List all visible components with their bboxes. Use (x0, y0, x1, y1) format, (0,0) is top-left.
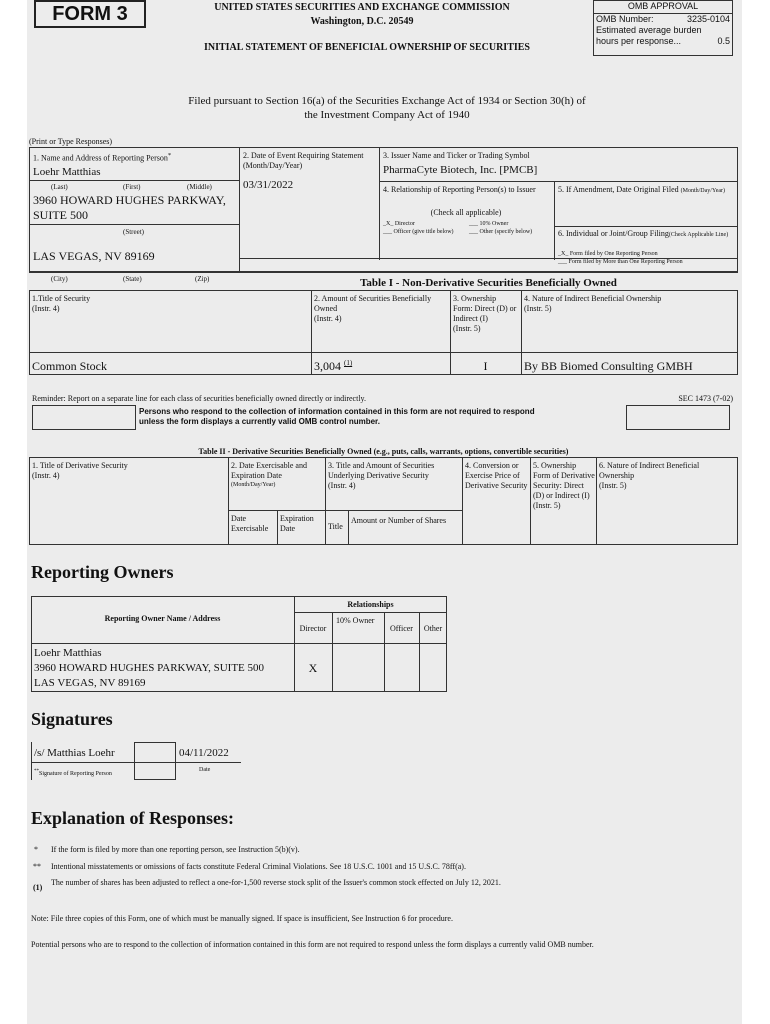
filed-pursuant-line2: the Investment Company Act of 1940 (304, 109, 470, 121)
street-label: (Street) (123, 228, 144, 236)
box2-label: 2. Date of Event Requiring Statement (Month/Day/Year) (243, 151, 364, 170)
ten-pct-check: ___ 10% Owner (469, 221, 509, 227)
owner-director-mark: X (308, 661, 318, 675)
table2-title: Table II - Derivative Securities Beneficially Owned (e.g., puts, calls, warrants, options, convertible securities) (198, 447, 569, 456)
box5-sub: (Month/Day/Year) (680, 188, 726, 194)
city-label: (City) (51, 275, 68, 283)
t2-col6: 6. Nature of Indirect Beneficial Ownership (Instr. 5) (599, 461, 700, 490)
omb-number-label: OMB Number: (596, 14, 654, 24)
t1-row-nature: By BB Biomed Consulting GMBH (524, 359, 693, 373)
box6-label: 6. Individual or Joint/Group Filing(Check Applicable Line) (558, 229, 729, 238)
officer-check: ___ Officer (give title below) (383, 229, 454, 235)
reminder-text: Reminder: Report on a separate line for each class of securities beneficially owned directly or indirectly. (32, 394, 367, 403)
zip-label: (Zip) (195, 275, 210, 283)
t1-col3: 3. Ownership Form: Direct (D) or Indirect (I) (Instr. 5) (453, 294, 517, 333)
signature-date: 04/11/2022 (179, 747, 229, 759)
print-note: (Print or Type Responses) (29, 137, 113, 146)
t2-col1: 1. Title of Derivative Security (Instr. 4) (32, 461, 128, 480)
omb-burden-value: 0.5 (717, 36, 730, 46)
check-all: (Check all applicable) (430, 208, 502, 217)
owner-col-ten-pct: 10% Owner (336, 616, 375, 625)
signature-label: **Signature of Reporting Person (34, 769, 112, 777)
t1-row-form: I (483, 359, 488, 373)
city-value: LAS VEGAS, NV 89169 (33, 249, 155, 263)
expl-mark-2: ** (33, 862, 41, 871)
signatures-heading: Signatures (31, 709, 113, 729)
street-value-1: 3960 HOWARD HUGHES PARKWAY, (33, 193, 226, 207)
reporting-owners-heading: Reporting Owners (31, 562, 174, 582)
box3-label: 3. Issuer Name and Ticker or Trading Symbol (383, 151, 530, 160)
signature-spacer-box (134, 742, 176, 780)
t2-title: Title (328, 522, 343, 531)
table1-title: Table I - Non-Derivative Securities Beneficially Owned (360, 277, 617, 289)
middle-label: (Middle) (187, 183, 212, 191)
t2-expiration: Expiration Date (280, 514, 314, 533)
omb-burden-1: Estimated average burden (596, 25, 702, 35)
t2-col5: 5. Ownership Form of Derivative Security: Direct (D) or Indirect (I) (Instr. 5) (533, 461, 595, 510)
t2-col2: 2. Date Exercisable and Expiration Date (Month/Day/Year) (231, 461, 307, 488)
signature-value: /s/ Matthias Loehr (34, 747, 115, 759)
t1-col2: 2. Amount of Securities Beneficially Owned (Instr. 4) (314, 294, 432, 323)
relationships-header: Relationships (347, 600, 394, 609)
omb-title: OMB APPROVAL (594, 1, 732, 14)
t2-amount: Amount or Number of Shares (351, 516, 447, 525)
expl-mark-3: (1) (33, 883, 43, 892)
form-page (27, 0, 742, 1024)
t1-row-amount: 3,004 (314, 359, 341, 373)
box6-opt1: _X_ Form filed by One Reporting Person (558, 251, 658, 257)
t2-col4: 4. Conversion or Exercise Price of Derivative Security (465, 461, 528, 490)
box1-label: 1. Name and Address of Reporting Person* (33, 152, 172, 163)
owner-col-other: Other (423, 624, 443, 633)
reminder-right-box (626, 405, 730, 430)
omb-burden-label: hours per response... (596, 36, 682, 46)
t1-row-amount-cell (314, 359, 352, 374)
note-text: Note: File three copies of this Form, one of which must be manually signed. If space is insufficient, See Instruction 6 for procedure. (31, 914, 453, 923)
box4-label: 4. Relationship of Reporting Person(s) to Issuer (383, 185, 536, 194)
t2-col3: 3. Title and Amount of Securities Underlying Derivative Security (Instr. 4) (328, 461, 435, 490)
potential-text: Potential persons who are to respond to the collection of information contained in this form are not required to respond unless the form displays a currently valid OMB number. (31, 940, 594, 949)
agency-name: UNITED STATES SECURITIES AND EXCHANGE COMMISSION (214, 2, 510, 13)
other-check: ___ Other (specify below) (469, 229, 533, 235)
owner-col-director: Director (299, 624, 327, 633)
footnote-1-link[interactable]: (1) (344, 359, 353, 367)
owner-addr2: LAS VEGAS, NV 89169 (34, 677, 146, 689)
t1-col4: 4. Nature of Indirect Beneficial Ownership (Instr. 5) (524, 294, 662, 313)
street-value-2: SUITE 500 (33, 208, 88, 222)
omb-burden-row (594, 36, 732, 47)
filed-pursuant-line1: Filed pursuant to Section 16(a) of the Securities Exchange Act of 1934 or Section 30(h) of (188, 95, 586, 107)
state-label: (State) (123, 275, 142, 283)
t2-date-exercisable: Date Exercisable (231, 514, 269, 533)
t1-row-security: Common Stock (32, 359, 108, 373)
owner-addr1: 3960 HOWARD HUGHES PARKWAY, SUITE 500 (34, 662, 265, 674)
owner-name: Loehr Matthias (34, 647, 102, 659)
date-label: Date (199, 767, 211, 773)
issuer-name: PharmaCyte Biotech, Inc. [PMCB] (383, 164, 538, 176)
box6-sub: (Check Applicable Line) (668, 232, 729, 238)
explanation-heading: Explanation of Responses: (31, 808, 235, 828)
owner-col-officer: Officer (390, 624, 413, 633)
last-label: (Last) (51, 183, 68, 191)
form-title: INITIAL STATEMENT OF BENEFICIAL OWNERSHIP OF SECURITIES (203, 42, 530, 53)
event-date: 03/31/2022 (243, 179, 294, 191)
box6-opt2: ___ Form filed by More than One Reporting Person (558, 259, 683, 265)
first-label: (First) (123, 183, 141, 191)
omb-number-row (594, 14, 732, 25)
expl-text-1: If the form is filed by more than one reporting person, see Instruction 5(b)(v). (51, 845, 300, 854)
reporting-person-name: Loehr Matthias (33, 166, 101, 178)
omb-number: 3235-0104 (686, 14, 730, 24)
omb-approval-box (593, 0, 733, 56)
sec-number: SEC 1473 (7-02) (678, 394, 733, 403)
agency-location: Washington, D.C. 20549 (310, 16, 414, 27)
director-check: _X_ Director (383, 221, 415, 227)
t1-col1: 1.Title of Security (Instr. 4) (32, 294, 91, 313)
owner-col-name: Reporting Owner Name / Address (104, 614, 221, 623)
box5-label: 5. If Amendment, Date Original Filed (Month/Day/Year) (558, 185, 726, 194)
reminder-left-box (32, 405, 136, 430)
expl-text-3: The number of shares has been adjusted to reflect a one-for-1,500 reverse stock split of the Issuer's common stock effected on July 12, 2021. (51, 878, 501, 887)
form-label: FORM 3 (34, 0, 146, 28)
expl-text-2: Intentional misstatements or omissions of facts constitute Federal Criminal Violations. See 18 U.S.C. 1001 and 15 U.S.C. 78ff(a). (51, 862, 466, 871)
expl-mark-1: * (34, 845, 38, 854)
persons-respond: Persons who respond to the collection of information contained in this form are not required to respond unless the form displays a currently valid OMB control number. (139, 407, 535, 426)
